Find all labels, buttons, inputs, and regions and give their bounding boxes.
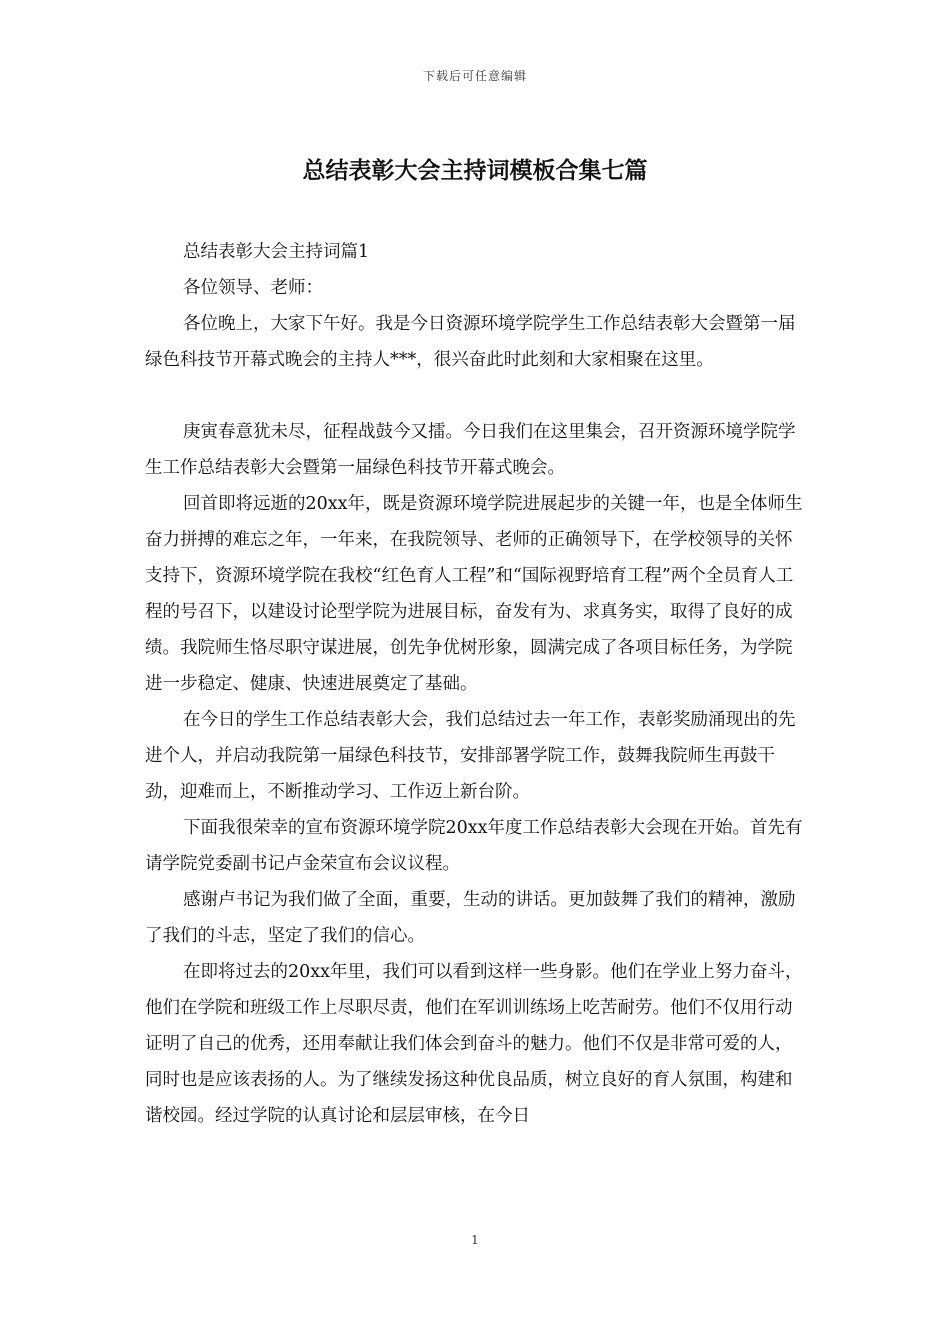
page-number: 1 bbox=[471, 1233, 479, 1247]
body-paragraph: 在今日的学生工作总结表彰大会，我们总结过去一年工作，表彰奖励涌现出的先进个人，并启动我院第一届绿色科技节，安排部署学院工作，鼓舞我院师生再鼓干劲，迎难而上，不断推动学习、工作迈上新台阶。 bbox=[145, 710, 796, 802]
body-paragraph: 在即将过去的20xx年里，我们可以看到这样一些身影。他们在学业上努力奋斗，他们在学院和班级工作上尽职尽责，他们在军训训练场上吃苦耐劳。他们不仅用行动证明了自己的优秀，还用奉献让我们体会到奋斗的魅力。他们不仅是非常可爱的人，同时也是应该表扬的人。为了继续发扬这种优良品质，树立良好的育人氛围，构建和谐校园。经过学院的认真讨论和层层审核，在今日 bbox=[145, 962, 803, 1126]
section-heading: 总结表彰大会主持词篇1 bbox=[183, 242, 370, 262]
body-paragraph: 庚寅春意犹未尽，征程战鼓今又擂。今日我们在这里集会，召开资源环境学院学生工作总结表彰大会暨第一届绿色科技节开幕式晚会。 bbox=[145, 422, 796, 478]
document-body bbox=[145, 234, 807, 1134]
body-paragraph: 感谢卢书记为我们做了全面，重要，生动的讲话。更加鼓舞了我们的精神，激励了我们的斗志，坚定了我们的信心。 bbox=[145, 890, 796, 946]
body-paragraph: 回首即将远逝的20xx年，既是资源环境学院进展起步的关键一年，也是全体师生奋力拼搏的难忘之年，一年来，在我院领导、老师的正确领导下，在学校领导的关怀支持下，资源环境学院在我校“红色育人工程”和“国际视野培育工程”两个全员育人工程的号召下，以建设讨论型学院为进展目标，奋发有为、求真务实，取得了良好的成绩。我院师生恪尽职守谋进展，创先争优树形象，圆满完成了各项目标任务，为学院进一步稳定、健康、快速进展奠定了基础。 bbox=[145, 494, 803, 694]
salutation: 各位领导、老师： bbox=[183, 278, 323, 298]
page-header-note: 下载后可任意编辑 bbox=[422, 69, 527, 83]
body-paragraph: 各位晚上，大家下午好。我是今日资源环境学院学生工作总结表彰大会暨第一届绿色科技节开幕式晚会的主持人***，很兴奋此时此刻和大家相聚在这里。 bbox=[145, 314, 796, 370]
document-title: 总结表彰大会主持词模板合集七篇 bbox=[302, 157, 648, 184]
body-paragraph: 下面我很荣幸的宣布资源环境学院20xx年度工作总结表彰大会现在开始。首先有请学院党委副书记卢金荣宣布会议议程。 bbox=[145, 818, 803, 874]
